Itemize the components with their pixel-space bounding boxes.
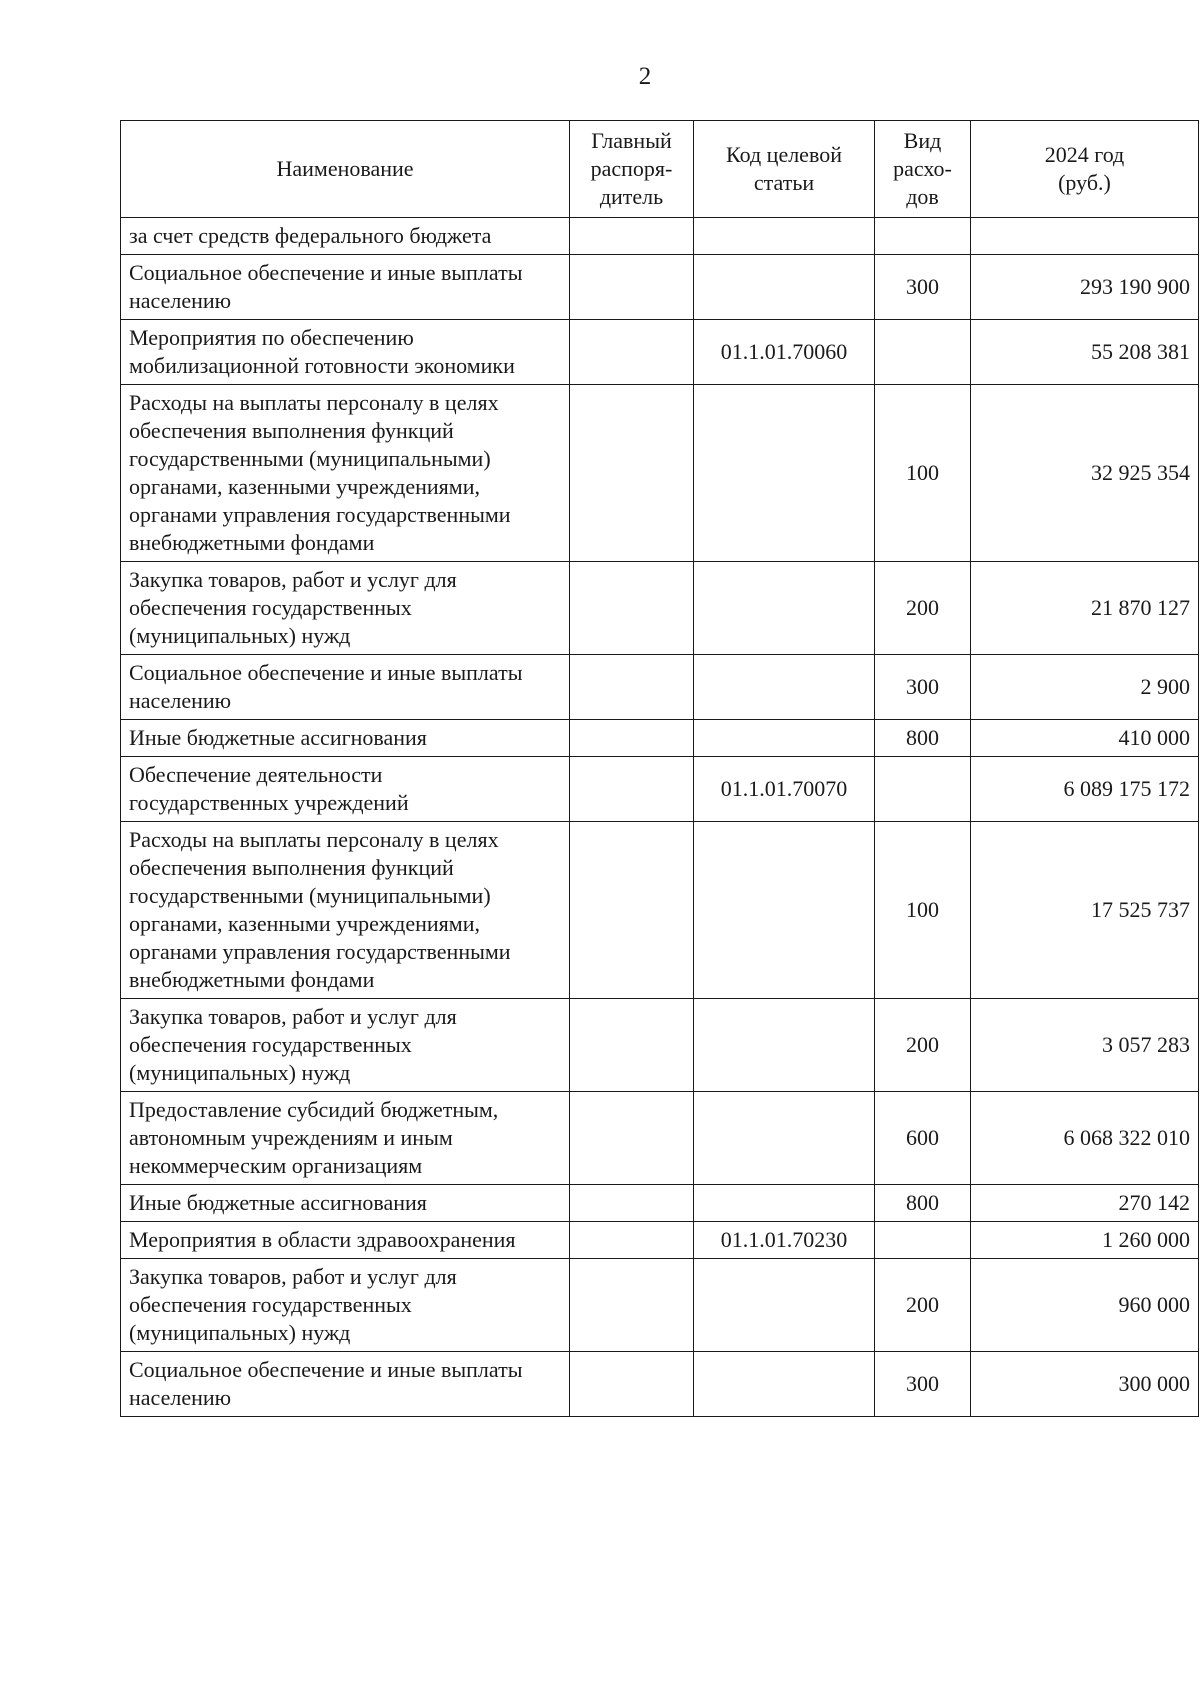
cell-code <box>694 218 875 255</box>
table-row <box>121 1259 1199 1352</box>
cell-manager <box>570 218 694 255</box>
cell-manager <box>570 320 694 385</box>
cell-kind: 600 <box>875 1092 971 1185</box>
cell-code <box>694 1092 875 1185</box>
cell-amount: 960 000 <box>971 1259 1199 1352</box>
cell-code <box>694 720 875 757</box>
cell-manager <box>570 720 694 757</box>
cell-kind: 200 <box>875 1259 971 1352</box>
cell-amount: 17 525 737 <box>971 822 1199 999</box>
cell-manager <box>570 822 694 999</box>
table-row <box>121 1352 1199 1417</box>
cell-code <box>694 655 875 720</box>
cell-code: 01.1.01.70230 <box>694 1222 875 1259</box>
cell-amount <box>971 218 1199 255</box>
cell-name: Предоставление субсидий бюджетным, автономным учреждениям и иным некоммерческим организациям <box>121 1092 570 1185</box>
table-row <box>121 218 1199 255</box>
table-row <box>121 562 1199 655</box>
cell-amount: 3 057 283 <box>971 999 1199 1092</box>
cell-name: Социальное обеспечение и иные выплаты населению <box>121 255 570 320</box>
header-amount: 2024 год (руб.) <box>971 121 1199 218</box>
cell-amount: 270 142 <box>971 1185 1199 1222</box>
cell-manager <box>570 1352 694 1417</box>
cell-kind: 100 <box>875 822 971 999</box>
cell-amount: 1 260 000 <box>971 1222 1199 1259</box>
cell-code <box>694 385 875 562</box>
cell-kind <box>875 218 971 255</box>
table-row <box>121 1185 1199 1222</box>
cell-amount: 2 900 <box>971 655 1199 720</box>
cell-kind: 200 <box>875 999 971 1092</box>
header-kind: Вид расхо- дов <box>875 121 971 218</box>
cell-name: Иные бюджетные ассигнования <box>121 720 570 757</box>
cell-name: Расходы на выплаты персоналу в целях обеспечения выполнения функций государственными (муниципальными) органами, казенными учреждениями, органами управления государственными внебюджетными фондами <box>121 385 570 562</box>
cell-name: Расходы на выплаты персоналу в целях обеспечения выполнения функций государственными (муниципальными) органами, казенными учреждениями, органами управления государственными внебюджетными фондами <box>121 822 570 999</box>
cell-manager <box>570 255 694 320</box>
table-row <box>121 999 1199 1092</box>
header-code: Код целевой статьи <box>694 121 875 218</box>
table-row <box>121 320 1199 385</box>
cell-kind: 300 <box>875 655 971 720</box>
cell-kind: 100 <box>875 385 971 562</box>
cell-name: Обеспечение деятельности государственных учреждений <box>121 757 570 822</box>
cell-name: Закупка товаров, работ и услуг для обеспечения государственных (муниципальных) нужд <box>121 1259 570 1352</box>
table-row <box>121 1222 1199 1259</box>
header-manager: Главный распоря- дитель <box>570 121 694 218</box>
cell-kind <box>875 1222 971 1259</box>
cell-manager <box>570 655 694 720</box>
cell-amount: 410 000 <box>971 720 1199 757</box>
cell-code <box>694 1259 875 1352</box>
cell-code <box>694 255 875 320</box>
cell-amount: 6 089 175 172 <box>971 757 1199 822</box>
cell-name: Социальное обеспечение и иные выплаты населению <box>121 1352 570 1417</box>
cell-amount: 300 000 <box>971 1352 1199 1417</box>
cell-kind: 300 <box>875 255 971 320</box>
cell-manager <box>570 385 694 562</box>
cell-code <box>694 822 875 999</box>
table-row <box>121 757 1199 822</box>
cell-code: 01.1.01.70060 <box>694 320 875 385</box>
page-number: 2 <box>638 63 652 90</box>
budget-table <box>120 120 1199 1417</box>
cell-kind: 800 <box>875 1185 971 1222</box>
cell-kind: 800 <box>875 720 971 757</box>
cell-amount: 32 925 354 <box>971 385 1199 562</box>
table-row <box>121 822 1199 999</box>
cell-manager <box>570 562 694 655</box>
cell-code: 01.1.01.70070 <box>694 757 875 822</box>
cell-manager <box>570 1259 694 1352</box>
table-row <box>121 255 1199 320</box>
header-row <box>121 121 1199 218</box>
cell-amount: 6 068 322 010 <box>971 1092 1199 1185</box>
cell-name: Социальное обеспечение и иные выплаты населению <box>121 655 570 720</box>
cell-name: Мероприятия по обеспечению мобилизационной готовности экономики <box>121 320 570 385</box>
cell-manager <box>570 999 694 1092</box>
cell-name: за счет средств федерального бюджета <box>121 218 570 255</box>
cell-manager <box>570 1092 694 1185</box>
cell-code <box>694 1185 875 1222</box>
cell-kind <box>875 757 971 822</box>
cell-amount: 55 208 381 <box>971 320 1199 385</box>
cell-code <box>694 1352 875 1417</box>
cell-amount: 21 870 127 <box>971 562 1199 655</box>
cell-code <box>694 562 875 655</box>
cell-name: Закупка товаров, работ и услуг для обеспечения государственных (муниципальных) нужд <box>121 562 570 655</box>
cell-name: Закупка товаров, работ и услуг для обеспечения государственных (муниципальных) нужд <box>121 999 570 1092</box>
cell-manager <box>570 1185 694 1222</box>
table-row <box>121 1092 1199 1185</box>
table-body <box>121 218 1199 1417</box>
cell-name: Иные бюджетные ассигнования <box>121 1185 570 1222</box>
cell-name: Мероприятия в области здравоохранения <box>121 1222 570 1259</box>
table-row <box>121 720 1199 757</box>
header-name: Наименование <box>121 121 570 218</box>
cell-amount: 293 190 900 <box>971 255 1199 320</box>
cell-kind <box>875 320 971 385</box>
table-row <box>121 655 1199 720</box>
cell-kind: 300 <box>875 1352 971 1417</box>
cell-code <box>694 999 875 1092</box>
cell-manager <box>570 757 694 822</box>
cell-manager <box>570 1222 694 1259</box>
table-header <box>121 121 1199 218</box>
table-row <box>121 385 1199 562</box>
cell-kind: 200 <box>875 562 971 655</box>
